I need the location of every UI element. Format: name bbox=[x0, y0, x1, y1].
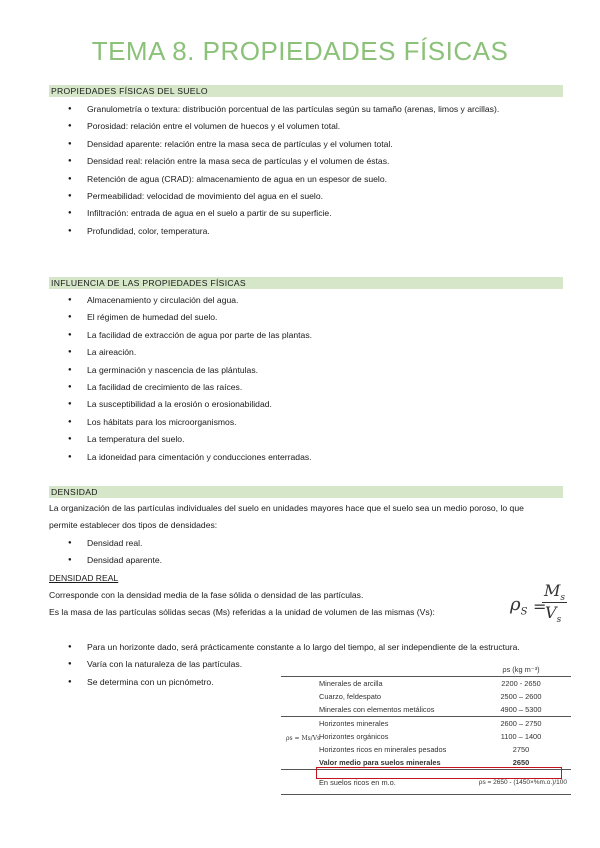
table-side-formula: ρs = Ms/Vs bbox=[286, 735, 321, 742]
densidad-real-line1: Corresponde con la densidad media de la fase sólida o densidad de las partículas. bbox=[49, 590, 364, 600]
densidad-intro: La organización de las partículas individuales del suelo en unidades mayores hace que el suelo sea un medio poroso, lo que permite establecer dos tipos de densidades: bbox=[49, 503, 524, 531]
list-item: ● El régimen de humedad del suelo. bbox=[68, 309, 548, 326]
densidad-real-line2: Es la masa de las partículas sólidas secas (Ms) referidas a la unidad de volumen de las mismas (Vs): bbox=[49, 607, 435, 617]
list-item: ● Granulometría o textura: distribución porcentual de las partículas según su tamaño (arenas, limos y arcillas). bbox=[68, 101, 548, 118]
list-item: ● Los hábitats para los microorganismos. bbox=[68, 414, 548, 431]
section-heading-propiedades: PROPIEDADES FÍSICAS DEL SUELO bbox=[49, 85, 563, 97]
table-header: ρs (kg m⁻³) bbox=[502, 665, 540, 674]
list-item: ● La facilidad de extracción de agua por parte de las plantas. bbox=[68, 327, 548, 344]
table-row: En suelos ricos en m.o. ρs = 2650 - (1450×%m.o.)/100 bbox=[281, 770, 571, 795]
list-item: ● La facilidad de crecimiento de las raíces. bbox=[68, 379, 548, 396]
table-row: Valor medio para suelos minerales 2650 bbox=[281, 756, 571, 770]
list-item: ● Para un horizonte dado, será prácticamente constante a lo largo del tiempo, al ser independiente de la estructura. bbox=[68, 639, 548, 656]
table-row: Horizontes ricos en minerales pesados 2750 bbox=[319, 745, 530, 754]
table-row: Minerales de arcilla 2200 - 2650 bbox=[319, 679, 541, 688]
list-item: ● Varía con la naturaleza de las partículas. bbox=[68, 656, 287, 673]
list-item: ● La temperatura del suelo. bbox=[68, 431, 548, 448]
list-influencia bbox=[68, 292, 548, 466]
list-item: ● Densidad aparente: relación entre la masa seca de partículas y el volumen total. bbox=[68, 136, 548, 153]
list-item: ● La aireación. bbox=[68, 344, 548, 361]
list-item: ● Profundidad, color, temperatura. bbox=[68, 223, 548, 240]
list-item: ● La susceptibilidad a la erosión o erosionabilidad. bbox=[68, 396, 548, 413]
list-item: ● Almacenamiento y circulación del agua. bbox=[68, 292, 548, 309]
list-item: ● Retención de agua (CRAD): almacenamiento de agua en un espesor de suelo. bbox=[68, 171, 548, 188]
subheading-densidad-real: DENSIDAD REAL bbox=[49, 573, 119, 583]
list-item: ● La idoneidad para cimentación y conducciones enterradas. bbox=[68, 449, 548, 466]
table-row: Minerales con elementos metálicos 4900 – 5300 bbox=[281, 703, 571, 717]
table-row: Cuarzo, feldespato 2500 – 2600 bbox=[319, 692, 542, 701]
list-item: ● Densidad real. bbox=[68, 535, 548, 552]
list-densidad-tipos bbox=[68, 535, 548, 570]
list-item: ● Se determina con un picnómetro. bbox=[68, 674, 287, 691]
table-row: Horizontes orgánicos 1100 – 1400 bbox=[319, 732, 542, 741]
list-item: ● Infiltración: entrada de agua en el suelo a partir de su superficie. bbox=[68, 205, 548, 222]
list-item: ● La germinación y nascencia de las plántulas. bbox=[68, 362, 548, 379]
list-propiedades bbox=[68, 101, 548, 240]
highlight-box bbox=[316, 767, 562, 779]
section-heading-densidad: DENSIDAD bbox=[49, 486, 563, 498]
list-item: ● Densidad real: relación entre la masa seca de partículas y el volumen de éstas. bbox=[68, 153, 548, 170]
table-row: Horizontes minerales 2600 – 2750 bbox=[319, 719, 542, 728]
list-item: ● Permeabilidad: velocidad de movimiento del agua en el suelo. bbox=[68, 188, 548, 205]
section-heading-influencia: INFLUENCIA DE LAS PROPIEDADES FÍSICAS bbox=[49, 277, 563, 289]
page-title: TEMA 8. PROPIEDADES FÍSICAS bbox=[91, 36, 509, 66]
list-item: ● Densidad aparente. bbox=[68, 552, 548, 569]
list-item: ● Porosidad: relación entre el volumen de huecos y el volumen total. bbox=[68, 118, 548, 135]
